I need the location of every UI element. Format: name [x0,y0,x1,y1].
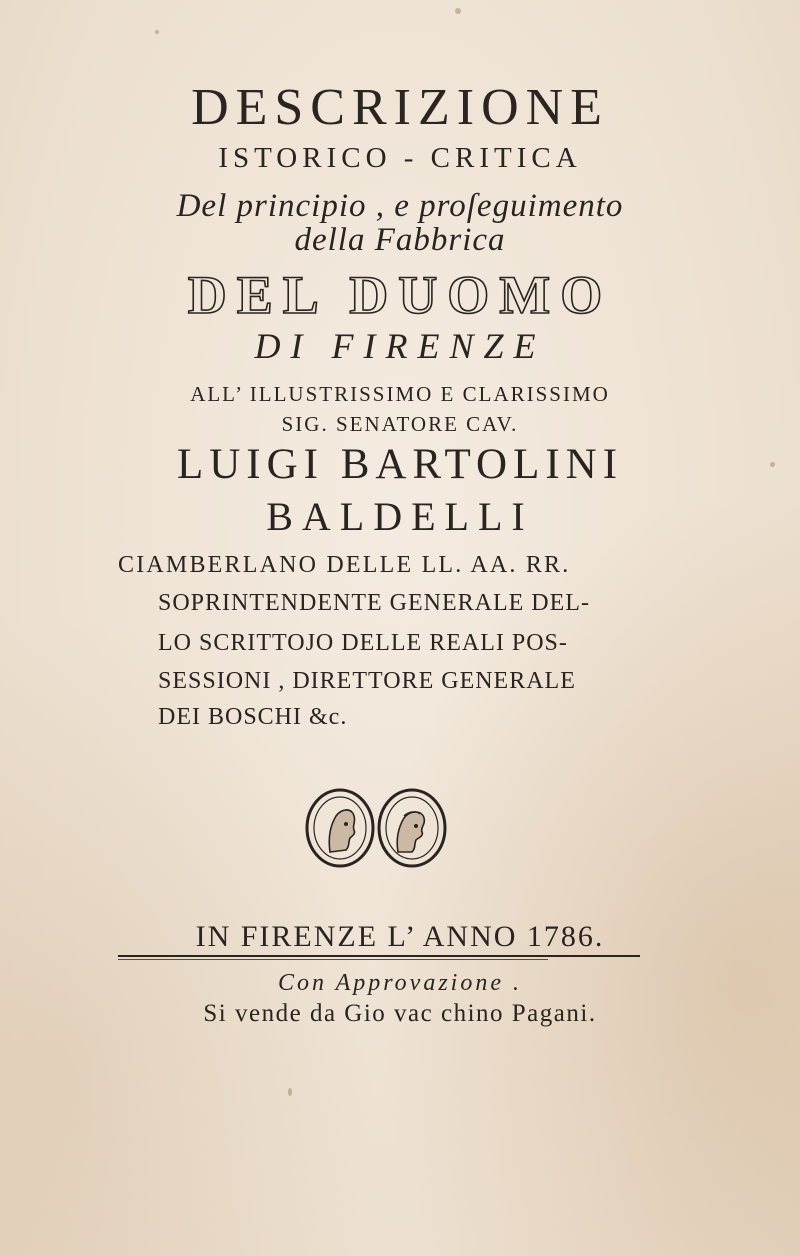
title-descrizione: DESCRIZIONE [191,79,609,136]
divider-rule-thin [118,959,548,960]
foxing-spot [770,462,775,467]
foxing-spot [455,8,461,14]
dedicatee-surname: BALDELLI [266,494,534,539]
subtitle-istorico-critica: ISTORICO - CRITICA [218,142,582,174]
dedicatee-name: LUIGI BARTOLINI [176,441,624,488]
twin-cameo-portraits-icon [300,786,460,870]
dedication-line: ALL’ ILLUSTRISSIMO E CLARISSIMO [190,382,610,406]
foxing-spot [155,30,159,34]
dedicatee-title-3: LO SCRITTOJO DELLE REALI POS- [158,630,568,656]
dedicatee-title-2: SOPRINTENDENTE GENERALE DEL- [158,590,590,616]
seller-line: Si vende da Gio vac chino Pagani. [203,1000,597,1027]
title-di-firenze: DI FIRENZE [254,326,546,366]
title-del-duomo: DEL DUOMO [187,265,613,325]
dedication-senatore: SIG. SENATORE CAV. [281,412,519,436]
imprint-line: IN FIRENZE L’ ANNO 1786. [195,920,605,953]
foxing-spot [288,1088,292,1096]
dedicatee-title-5: DEI BOSCHI &c. [158,704,348,730]
divider-rule [118,955,640,957]
approval-line: Con Approvazione . [278,970,522,996]
subtitle-fabbrica: della Fabbrica [294,222,506,258]
dedicatee-title-4: SESSIONI , DIRETTORE GENERALE [158,668,576,694]
subtitle-principio: Del principio , e proſeguimento [176,188,624,224]
dedicatee-title-1: CIAMBERLANO DELLE LL. AA. RR. [118,552,571,578]
